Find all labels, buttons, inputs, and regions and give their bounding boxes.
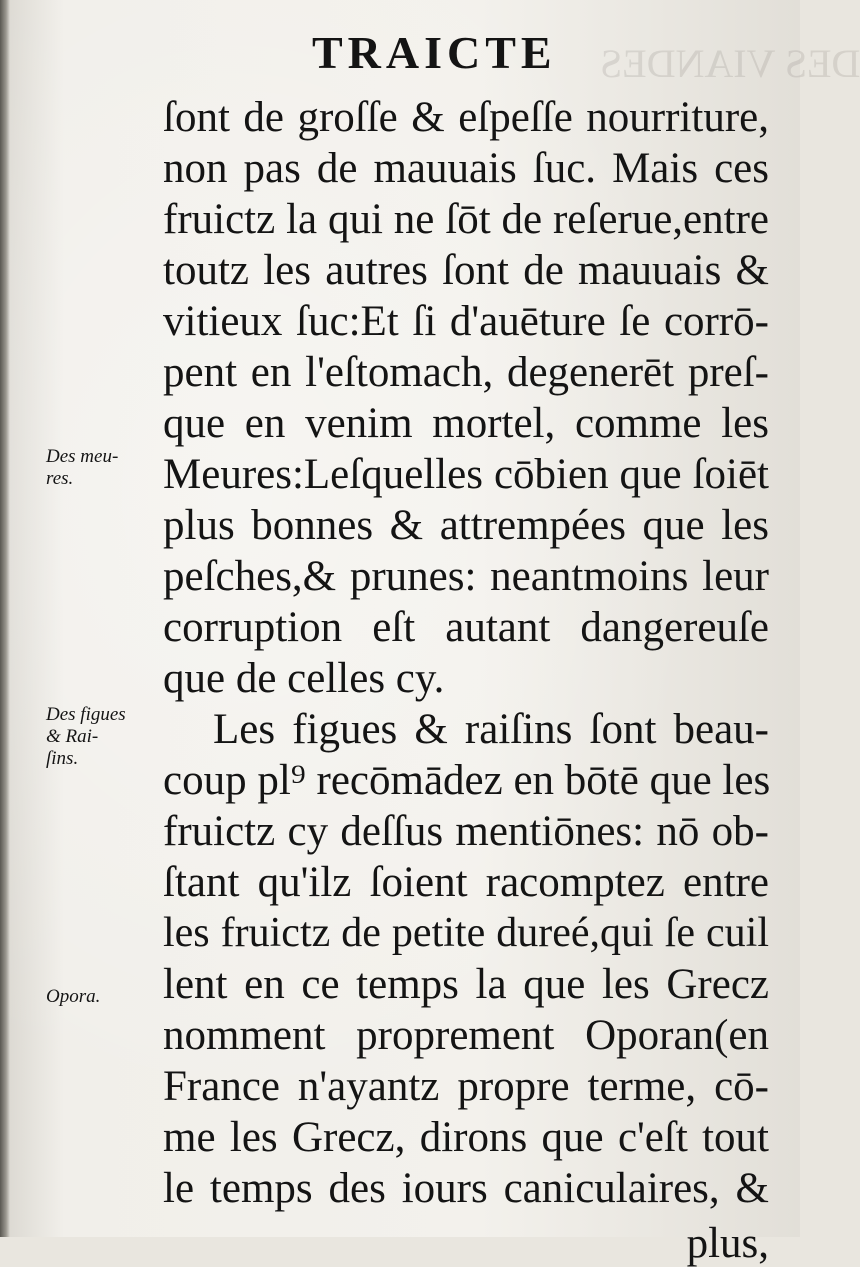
text-line: nomment proprement Oporan(en bbox=[163, 1012, 769, 1059]
text-line: France n'ayantz propre terme, cō- bbox=[163, 1063, 769, 1110]
text-line: pent en l'eſtomach, degenerēt preſ- bbox=[163, 349, 769, 396]
text-line: coup pl⁹ recōmādez en bōtē que les bbox=[163, 757, 771, 804]
text-line-indented: Les figues & raiſins ſont beau- bbox=[213, 706, 769, 753]
page-gutter-shadow bbox=[0, 0, 10, 1237]
text-line: lent en ce temps la que les Grecz bbox=[163, 961, 769, 1008]
show-through-text: DES VIANDES bbox=[600, 41, 860, 86]
text-line: peſches,& prunes: neantmoins leur bbox=[163, 553, 769, 600]
text-line: ſtant qu'ilz ſoient racomptez entre bbox=[163, 859, 769, 906]
text-line: toutz les autres ſont de mauuais & bbox=[163, 247, 769, 294]
margin-note-meures bbox=[46, 446, 118, 490]
text-line: fruictz cy deſſus mentiōnes: nō ob- bbox=[163, 808, 769, 855]
text-line: Meures:Leſquelles cōbien que ſoiēt bbox=[163, 451, 769, 498]
margin-note-opora bbox=[46, 986, 100, 1008]
margin-note-line: Des meu- bbox=[46, 446, 119, 467]
text-line: les fruictz de petite dureé,qui ſe cuil bbox=[163, 910, 769, 956]
text-line: plus bonnes & attrempées que les bbox=[163, 502, 769, 549]
margin-note-figues bbox=[46, 704, 126, 770]
text-line: me les Grecz, dirons que c'eſt tout bbox=[163, 1114, 769, 1161]
text-line: que en venim mortel, comme les bbox=[163, 400, 769, 447]
text-line: fruictz la qui ne ſōt de reſerue,entre bbox=[163, 196, 769, 243]
text-line: non pas de mauuais ſuc. Mais ces bbox=[163, 145, 769, 192]
text-line: le temps des iours caniculaires, & bbox=[163, 1165, 769, 1212]
text-line: que de celles cy. bbox=[163, 655, 445, 702]
margin-note-line: & Rai- bbox=[46, 726, 99, 747]
text-line: corruption eſt autant dangereuſe bbox=[163, 604, 769, 651]
running-head: TRAICTE bbox=[312, 27, 557, 78]
text-line: ſont de groſſe & eſpeſſe nourriture, bbox=[163, 94, 769, 141]
catchword: plus, bbox=[686, 1220, 769, 1267]
margin-note-line: Opora. bbox=[46, 986, 101, 1007]
margin-note-line: ſins. bbox=[46, 748, 79, 769]
margin-note-line: Des figues bbox=[46, 704, 126, 725]
text-line: vitieux ſuc:Et ſi d'auēture ſe corrō- bbox=[163, 298, 769, 345]
margin-note-line: res. bbox=[46, 468, 74, 489]
